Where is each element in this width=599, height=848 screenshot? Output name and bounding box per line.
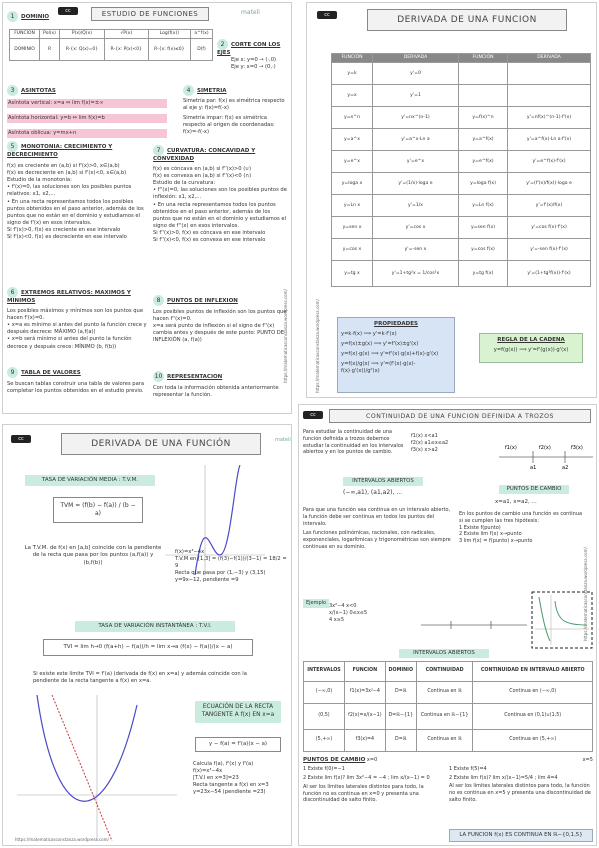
pc2-title: PUNTOS DE CAMBIO (303, 757, 366, 763)
deriv-def-title: DERIVADA DE UNA FUNCIÓN (61, 433, 261, 455)
deriv-cell: y=sen f(x) (458, 217, 507, 239)
axis-label: f2(x) (539, 445, 551, 451)
propiedades-box (337, 317, 455, 393)
axis-label: f1(x) (505, 445, 517, 451)
pc-title: PUNTOS DE CAMBIO (499, 485, 569, 494)
ia-line: Las funciones polinómicas, racionales, con radicales, exponenciales, logarítmicas y trigonométricas son siempre continuas en su dominio. (303, 530, 451, 550)
asintota-vertical: Asíntota vertical: x=a ⇔ lim f(x)=±∞ (7, 99, 167, 108)
cont-cell: f2(x)=x/(x−1) (344, 704, 385, 730)
mono-line-4: • En una recta representamos todos los posibles puntos obtenidos en el paso anterior, además de los puntos que no están en el dominio y estudiamos el signo de f'(x) en esos intervalos. (7, 198, 144, 226)
dom-v0: DOMINIO (10, 39, 40, 61)
inflex-line-1: x=a será punto de inflexión si el signo de f''(x) cambia antes y después de este punto: PUNTO DE INFLEXIÓN (a, f(a)) (153, 323, 285, 344)
tang-ex-line: Calcula f(a), f'(x) y f'(a) (193, 761, 254, 767)
deriv-cell: y=k (332, 63, 373, 85)
prop-line: y=f(x)±g(x) ⟹ y'=f'(x)±g'(x) (341, 341, 419, 348)
tvm-ex-line: y=9x−12, pendiente =9 (175, 577, 239, 584)
brand-logo: mateli (275, 437, 291, 443)
extremos-line-2: • x=b será mínimo si antes del punto la función decrece y después crece: MÍNIMO (b, f(b)) (7, 336, 132, 350)
cont-cell: D=ℝ (385, 730, 416, 752)
deriv-cell: y=cos f(x) (458, 239, 507, 261)
tangente-formula: y − f(a) = f'(a)(x − a) (195, 737, 281, 752)
dom-h1: Pol(x) (40, 30, 60, 39)
pc2-right-line: Al ser los límites laterales distintos para todo, la función no es continua en x=5 y presenta una discontinuidad de salto finito. (449, 783, 591, 803)
deriv-cell: y'=nx^(n-1) (373, 107, 459, 129)
section-monotonia: MONOTONIA: CRECIMIENTO Y DECRECIMIENTO (7, 144, 113, 158)
num-1: 1 (7, 11, 18, 22)
continuidad-table (303, 661, 593, 752)
cont-intro: Para estudiar la continuidad de una función definida a trozos debemos estudiar la continuidad en los intervalos abiertos y en los puntos de cambio. (303, 429, 404, 456)
deriv-cell (458, 63, 507, 85)
deriv-cell: y=Ln f(x) (458, 195, 507, 217)
axis-label: a1 (530, 465, 537, 471)
cont-h: DOMINIO (385, 662, 416, 682)
tvm-text: La T.V.M. de f(x) en [a,b] coincide con la pendiente de la recta que pasa por los puntos (a,f(a)) y (b,f(b)) (24, 545, 162, 566)
tvi-title: TASA DE VARIACIÓN INSTANTÁNEA : T.V.I. (75, 621, 235, 632)
deriv-cell: y=sen x (332, 217, 373, 239)
deriv-tabla-url: https://matematicasconstanza.wordpress.com/ (315, 299, 320, 393)
deriv-h0: FUNCIÓN (332, 54, 373, 63)
cortes-x: Eje x: y=0 → (·,0) (231, 57, 277, 64)
asintota-horizontal: Asíntota horizontal: y=b ⇔ lim f(x)=b (7, 114, 167, 123)
tabla-text: Se buscan tablas construir una tabla de valores para completar los puntos obtenidos en el estudio previo. (7, 381, 145, 395)
mono-line-6: Si f'(x)<0, f(x) es decreciente en ese intervalo (7, 233, 127, 240)
mono-line-0: f(x) es creciente en (a,b) si f'(x)>0, x∈(a,b) (7, 163, 120, 170)
deriv-cell: y'=(f'(x)/f(x))·loga e (508, 173, 591, 195)
deriv-cell: y=a^x (332, 129, 373, 151)
deriv-cell: y'=0 (373, 63, 459, 85)
extremos-line-0: Los posibles máximos y mínimos son los puntos que hacen f'(x)=0. (7, 308, 144, 322)
pc2-left-line: Al ser los límites laterales distintos para todo, la función no es continua en x=0 y presenta una discontinuidad de salto finito. (303, 783, 424, 804)
section-simetria: SIMETRIA (197, 88, 227, 94)
cont-cell: Continua en ℝ (416, 682, 473, 704)
pc-line: 2 Existe lim f(x) x→punto (459, 531, 522, 538)
deriv-cell: y'=a^f(x)·Ln a·f'(x) (508, 129, 591, 151)
ej-line: x/(x−1) 0≤x≤5 (329, 609, 368, 616)
deriv-cell: y'=nf(x)^(n-1)·f'(x) (508, 107, 591, 129)
continuidad-url: https://matematicasconstanza.wordpress.com/ (583, 547, 588, 641)
section-cortes: CORTE CON LOS EJES (217, 42, 281, 56)
section-representacion: REPRESENTACION (167, 374, 223, 380)
piecewise-def (411, 433, 493, 453)
mono-line-3: • f'(x)=0, las soluciones son los posibles puntos relativos: x1, x2,... (7, 184, 132, 198)
axis-label: f3(x) (571, 445, 583, 451)
estudio-title: ESTUDIO DE FUNCIONES (91, 7, 209, 21)
ej-line: 3x²−4 x<0 (329, 603, 357, 609)
deriv-cell: y=tg x (332, 261, 373, 287)
deriv-cell: y=loga x (332, 173, 373, 195)
deriv-cell: y=x (332, 85, 373, 107)
deriv-cell: y'=-sen x (373, 239, 459, 261)
tangent-graph (17, 695, 177, 841)
cont-cell: (5,+∞) (304, 730, 345, 752)
section-asintotas: ASINTOTAS (21, 88, 56, 94)
deriv-cell: y'=cos x (373, 217, 459, 239)
deriv-cell: y=x^n (332, 107, 373, 129)
prop-line: y=k·f(x) ⟹ y'=k·f'(x) (341, 331, 397, 338)
tang-ex-line: [T.V.I en x=3]=23 (193, 775, 239, 782)
deriv-cell: y'=1/x (373, 195, 459, 217)
tvm-title: TASA DE VARIACIÓN MEDIA : T.V.M. (25, 475, 155, 486)
deriv-cell: y'=a^x·Ln a (373, 129, 459, 151)
mono-line-1: f(x) es decreciente en (a,b) si f'(x)<0, x∈(a,b) (7, 170, 127, 177)
derivada-def-card (2, 424, 292, 846)
dom-h0: FUNCION (10, 30, 40, 39)
deriv-def-url: https://matematicasconstanza.wordpress.com/ (15, 837, 109, 842)
derivadas-table (331, 53, 591, 287)
cont-cell: D=ℝ−{1} (385, 704, 416, 730)
dominio-table (9, 29, 213, 61)
dom-v4: R-{x: f(x)≤0} (148, 39, 190, 61)
dom-h5: a^f(x) (190, 30, 212, 39)
deriv-cell (508, 63, 591, 85)
continuidad-card (298, 404, 597, 846)
cadena-title: REGLA DE LA CADENA (497, 337, 565, 343)
deriv-h1: DERIVADA (373, 54, 459, 63)
simetria-par: Simetría par: f(x) es simétrica respecto al eje y: f(x)=f(-x) (183, 98, 285, 112)
tang-ex-line: Recta tangente a f(x) en x=3 (193, 782, 269, 789)
ejemplo-func (329, 603, 419, 623)
curv-line-2: Estudio de la curvatura: (153, 180, 216, 187)
deriv-cell: y'=f'(x)/f(x) (508, 195, 591, 217)
continuidad-title: CONTINUIDAD DE UNA FUNCION DEFINIDA A TROZOS (329, 409, 591, 423)
ejemplo-label: Ejemplo (303, 599, 329, 608)
conclusion-box: LA FUNCION f(x) ES CONTINUA EN ℝ−{0,1,5} (449, 829, 593, 842)
cont-cell: Continua en (−∞,0) (473, 682, 593, 704)
deriv-cell (458, 85, 507, 107)
deriv-cell: y=f(x)^n (458, 107, 507, 129)
number-line (421, 613, 527, 637)
tvi-text: Si existe este límite TVI = f'(a) (derivada de f(x) en x=a) y además coincide con la pendiente de la recta tangente a f(x) en x=a. (33, 671, 247, 685)
tvi-formula: TVI = lim h→0 (f(a+h) − f(a))/h = lim x→a (f(x) − f(a))/(x − a) (43, 639, 253, 656)
deriv-cell: y'=-sen f(x)·f'(x) (508, 239, 591, 261)
tangente-example (193, 761, 285, 796)
pc-line: 1 Existe f(punto) (459, 524, 501, 531)
deriv-tabla-title: DERIVADA DE UNA FUNCION (367, 9, 567, 31)
pc-line: En los puntos de cambio una función es continua si se cumplen las tres hipótesis: (459, 511, 583, 524)
ia-line: Para que una función sea continua en un intervalo abierto, la función debe ser continua en todos los puntos del intervalo. (303, 507, 451, 527)
dom-v1: R (40, 39, 60, 61)
deriv-cell: y'=(1/x)·loga e (373, 173, 459, 195)
cont-h: CONTINUIDAD EN INTERVALO ABIERTO (473, 662, 593, 682)
deriv-cell: y'=1+tg²x = 1/cos²x (373, 261, 459, 287)
deriv-cell: y'=(1+tg²f(x))·f'(x) (508, 261, 591, 287)
cont-cell: Continua en (0,1)∪(1,5) (473, 704, 593, 730)
deriv-cell: y'=e^f(x)·f'(x) (508, 151, 591, 173)
pc2-right-line: 2 Existe lim f(x)? lim x/(x−1)=5/4 ; lim 4=4 (449, 774, 558, 781)
pc2-right-line: 1 Existe f(5)=4 (449, 765, 487, 772)
inflex-line-0: Los posibles puntos de inflexión son los puntos que hacen f''(x)=0. (153, 309, 287, 323)
curv-line-3: • f''(x)=0, las soluciones son los posibles puntos de inflexión: x1, x2,... (153, 187, 287, 201)
cont-cell: Continua en (5,+∞) (473, 730, 593, 752)
derivada-tabla-card (306, 2, 597, 398)
deriv-cell: y=tg f(x) (458, 261, 507, 287)
section-extremos: EXTREMOS RELATIVOS: MAXIMOS Y MINIMOS (7, 290, 131, 304)
section-inflexion: PUNTOS DE INFLEXION (167, 298, 238, 304)
cont-cell: f1(x)=3x²−4 (344, 682, 385, 704)
tvm-formula: TVM = (f(b) − f(a)) / (b − a) (53, 497, 143, 523)
cc-license-icon: cc (317, 11, 337, 19)
prop-line: y=f(x)·g(x) ⟹ y'=f'(x)·g(x)+f(x)·g'(x) (341, 351, 439, 358)
tang-ex-line: y=23x−54 (pendiente =23) (193, 789, 266, 796)
ia-title: INTERVALOS ABIERTOS (343, 477, 423, 486)
deriv-cell: y=a^f(x) (458, 129, 507, 151)
pc-sub: x=a1, x=a2, ... (495, 499, 537, 505)
prop-line: y=f(x)/g(x) ⟹ y'=(f'(x)·g(x)-f(x)·g'(x))/g²(x) (341, 361, 416, 375)
pc2-left-line: 1 Existe f(0)=−1 (303, 766, 345, 773)
cont-h: CONTINUIDAD (416, 662, 473, 682)
dom-v5: D(f) (190, 39, 212, 61)
asintota-oblicua: Asíntota oblicua: y=mx+n (7, 129, 167, 138)
cortes-y: Eje y: x=0 → (0,·) (231, 64, 276, 71)
piecewise-line: f3(x) x>a2 (411, 446, 438, 453)
section-tabla: TABLA DE VALORES (21, 370, 81, 376)
deriv-h3: DERIVADA (508, 54, 591, 63)
axis-diagram (499, 433, 593, 473)
mono-line-2: Estudio de la monotonía: (7, 177, 72, 184)
deriv-cell: y'=e^x (373, 151, 459, 173)
axis-label: a2 (562, 465, 569, 471)
tang-ex-line: f(x)=x³−4x (193, 768, 223, 775)
deriv-cell: y'=cos f(x)·f'(x) (508, 217, 591, 239)
cont-cell: (0,5) (304, 704, 345, 730)
cont-cell: Continua en ℝ (416, 730, 473, 752)
curv-line-5: Si f''(x)>0, f(x) es cóncava en ese intervalo (153, 229, 266, 236)
estudio-url: https://matematicasconstanza.wordpress.com/ (283, 289, 288, 383)
deriv-cell: y=e^f(x) (458, 151, 507, 173)
pc-line: 3 lim f(x) = f(punto) x→punto (459, 538, 533, 544)
curv-line-0: f(x) es cóncava en (a,b) si f''(x)>0 (∪) (153, 166, 252, 173)
tvm-example (175, 549, 287, 584)
cont-cell: D=ℝ (385, 682, 416, 704)
deriv-cell: y=loga f(x) (458, 173, 507, 195)
ia-sub: (−∞,a1), (a1,a2), ... (343, 489, 403, 496)
propiedades-title: PROPIEDADES (374, 321, 418, 327)
curv-line-1: f(x) es convexa en (a,b) si f''(x)<0 (∩) (153, 173, 252, 180)
cont-cell: f3(x)=4 (344, 730, 385, 752)
deriv-cell: y=Ln x (332, 195, 373, 217)
deriv-cell (508, 85, 591, 107)
cadena-formula: y=f(g(x)) ⟹ y'=f'(g(x))·g'(x) (493, 347, 569, 354)
ia-text (303, 507, 453, 551)
repr-text: Con toda la información obtenida anteriormente representar la función. (153, 385, 279, 399)
section-dominio: DOMINIO (21, 14, 50, 20)
piecewise-line: f2(x) a1≤x≤a2 (411, 439, 449, 446)
pc2-x0: x=0 (366, 757, 378, 763)
curv-line-4: • En una recta representamos todos los puntos obtenidos en el paso anterior, además de los puntos que no están en el dominio y estudiamos el signo de f''(x) en esos intervalos. (153, 201, 286, 229)
curv-line-6: Si f''(x)<0, f(x) es convexa en ese intervalo (153, 236, 266, 243)
deriv-cell: y'=1 (373, 85, 459, 107)
ej-line: 4 x≥5 (329, 616, 345, 623)
dom-h3: √P(x) (104, 30, 148, 39)
cadena-box (479, 333, 583, 363)
deriv-cell: y=cos x (332, 239, 373, 261)
cont-cell: (−∞,0) (304, 682, 345, 704)
deriv-cell: y=e^x (332, 151, 373, 173)
tvm-ex-line: T.V.M en [1,3] = (f(3)−f(1))/(3−1) = 18/2 = 9 (175, 556, 287, 570)
mono-line-5: Si f'(x)>0, f(x) es creciente en ese intervalo (7, 226, 121, 233)
estudio-card: cc ESTUDIO DE FUNCIONES mateli 1 DOMINIO FUNCION Pol(x) P(x)/Q(x) √P(x) Log(f(x)) a^f(x) DOMINIO R R-{x: Q(x)=0} R-{x: P(x)<0} R-{x: f(x)≤0} D(f) 2 CORTE CON LOS EJES Eje x: y=0 → (·,0) Eje y: x=0 → (0,·) 3 ASINTOTAS Asíntota vertical: x=a ⇔ lim f(x)=±∞ Asíntota horizontal: y=b ⇔ lim f(x)=b Asíntota oblicua: y=mx+n 4 SIMETRIA Simetría par: f(x) es simétrica respecto al eje y: f(x)=f(-x) Simetría impar: f(x) es simétrica respecto al origen de coordenadas: f(x)=-f(-x) 5 MONOTONIA: CRECIMIENTO Y DECRECIMIENTO f(x) es creciente en (a,b) si f'(x)>0, x∈(a,b) f(x) es decreciente en (a,b) si f'(x)<0, x∈(a,b) Estudio de la monotonía: • f'(x)=0, las soluciones son los posibles puntos relativos: x1, x2,... • En una recta representamos todos los posibles puntos obtenidos en el paso anterior, además de los puntos que no están en el dominio y estudiamos el signo de f'(x) en esos intervalos. Si f'(x)>0, f(x) es creciente en ese intervalo Si f'(x)<0, f(x) es decreciente en ese intervalo 6 EXTREMOS RELATIVOS: MAXIMOS Y MINIMOS Los posibles máximos y mínimos son los puntos que hacen f'(x)=0. • x=a es mínimo si antes del punto la función crece y después decrece: MÁXIMO (a,f(a)) • x=b será mínimo si antes del punto la función decrece y después crece: MÍNIMO (b, f(b)) 9 TABLA DE VALORES Se buscan tablas construir una tabla de valores para completar los puntos obtenidos en el estudio previo. 7 CURVATURA: CONCAVIDAD Y CONVEXIDAD f(x) es cóncava en (a,b) si f''(x)>0 (∪) f(x) es convexa en (a,b) si f''(x)<0 (∩) Estudio de la curvatura: • f''(x)=0, las soluciones son los posibles puntos de inflexión: x1, x2,... • En una recta representamos todos los puntos obtenidos en el paso anterior, además de los puntos que no están en el dominio y estudiamos el signo de f''(x) en esos intervalos. Si f''(x)>0, f(x) es cóncava en ese intervalo Si f''(x)<0, f(x) es convexa en ese intervalo 8 PUNTOS DE INFLEXION Los posibles puntos de inflexión son los puntos que hacen f''(x)=0. x=a será punto de inflexión si el signo de f''(x) cambia antes y después de este punto: PUNTO DE INFLEXIÓN (a, f(a)) 10 REPRESENTACION Con toda la información obtenida anteriormente representar la función. https://matematicasconstanza.wordpress.com/ (2, 2, 292, 414)
dom-h4: Log(f(x)) (148, 30, 190, 39)
cc-license-icon: cc (11, 435, 31, 443)
brand-logo: mateli (241, 9, 260, 16)
cont-cell: Continua en ℝ−{1} (416, 704, 473, 730)
deriv-h2: FUNCIÓN (458, 54, 507, 63)
dom-v2: R-{x: Q(x)=0} (60, 39, 105, 61)
tvm-ex-line: f(x)=x³−4x (175, 549, 205, 555)
cont-h: FUNCION (344, 662, 385, 682)
tvm-ex-line: Recta que pasa por (1,−3) y (3,15) (175, 570, 266, 577)
dom-h2: P(x)/Q(x) (60, 30, 105, 39)
dom-v3: R-{x: P(x)<0} (104, 39, 148, 61)
cont-h: INTERVALOS (304, 662, 345, 682)
simetria-impar: Simetría impar: f(x) es simétrica respecto al origen de coordenadas: f(x)=-f(-x) (183, 115, 275, 136)
pc-text (459, 511, 583, 545)
piecewise-line: f1(x) x<a1 (411, 433, 438, 439)
pc2-x5: x=5 (582, 757, 593, 763)
tangente-title: ECUACIÓN DE LA RECTA TANGENTE A f(x) EN x=a (195, 701, 281, 723)
cc-license-icon: cc (303, 411, 323, 419)
extremos-line-1: • x=a es mínimo si antes del punto la función crece y después decrece: MÁXIMO (a,f(a)) (7, 322, 147, 336)
cc-license-icon: cc (58, 7, 78, 15)
tabla-title: INTERVALOS ABIERTOS (399, 649, 489, 658)
pc2-left-line: 2 Existe lim f(x)? lim 3x²−4 = −4 ; lim x/(x−1) = 0 (303, 775, 430, 782)
section-curvatura: CURVATURA: CONCAVIDAD Y CONVEXIDAD (153, 148, 256, 162)
